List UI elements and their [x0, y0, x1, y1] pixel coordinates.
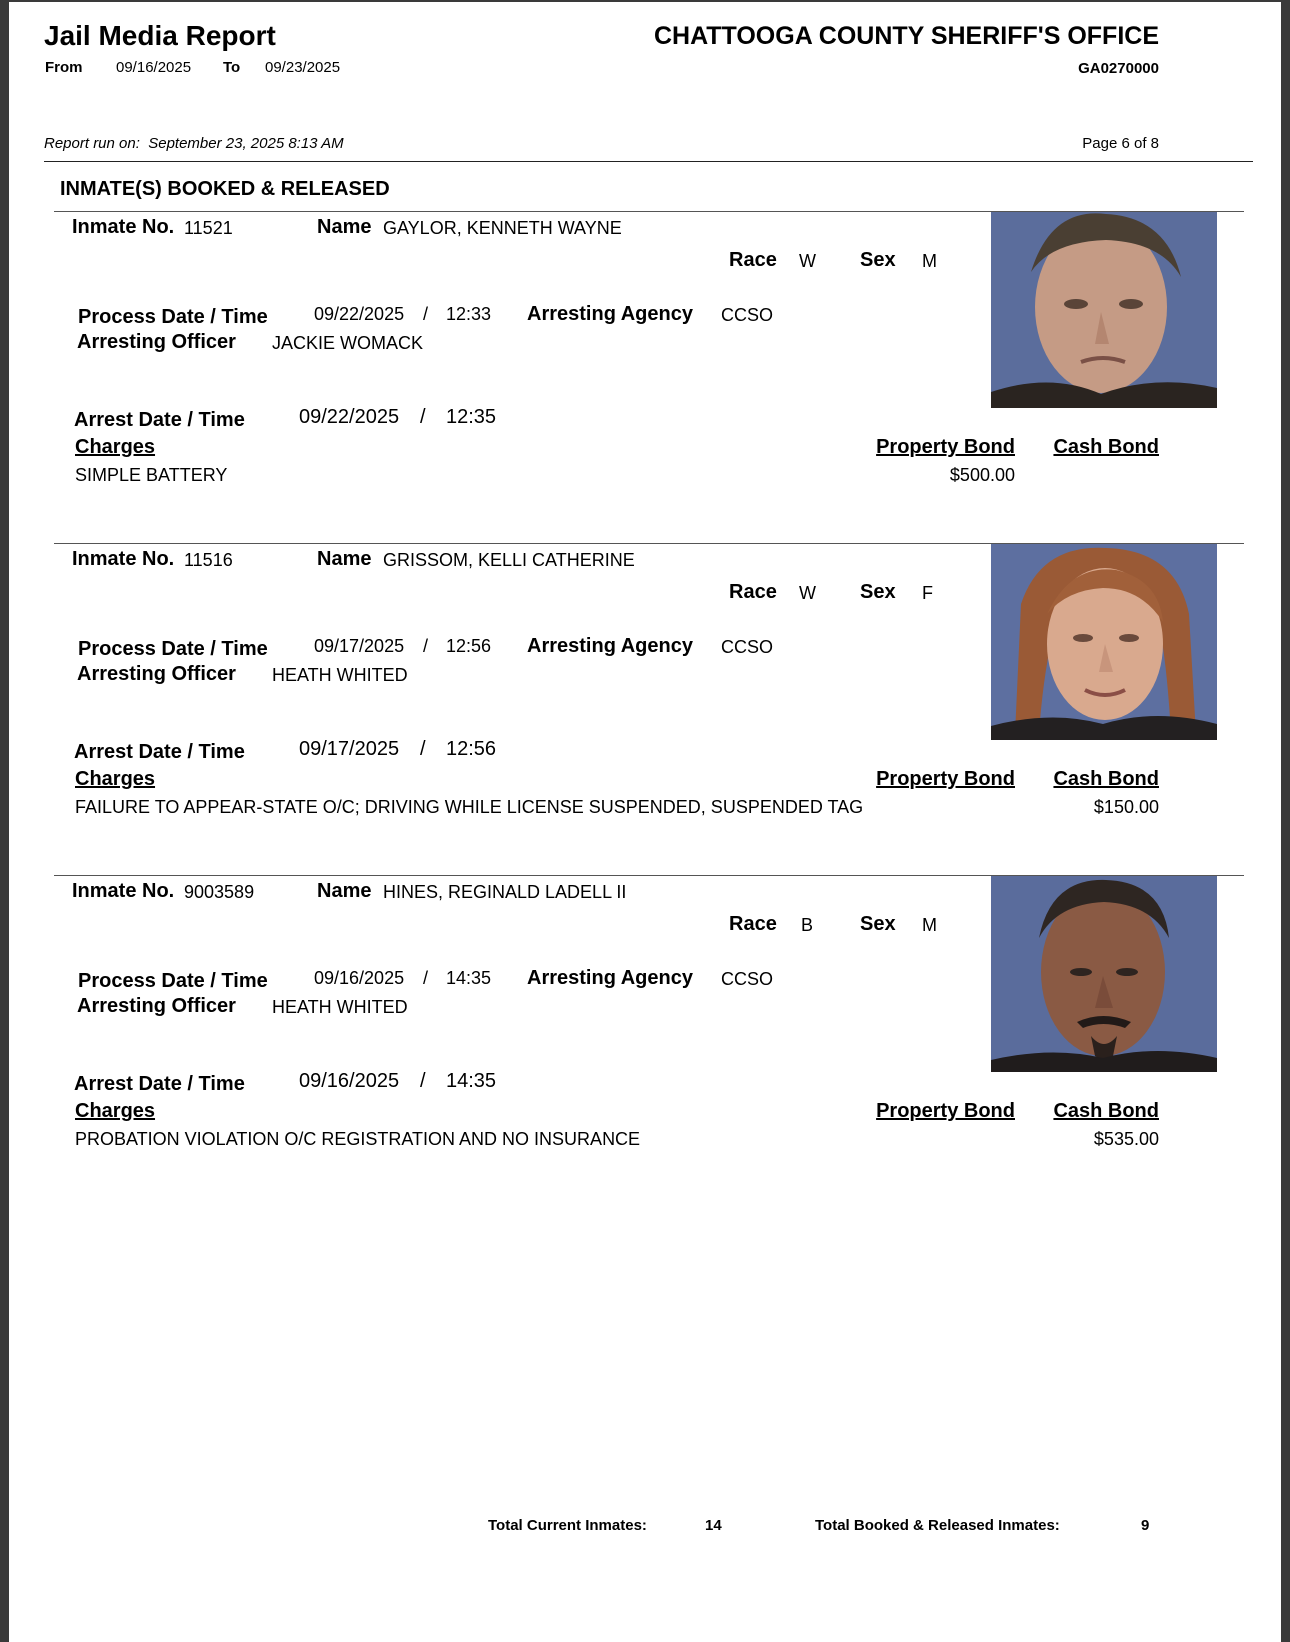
race-label: Race: [729, 249, 777, 271]
process-time: 12:33: [446, 304, 492, 324]
cash-bond-value: $150.00: [1093, 797, 1159, 817]
charges-value: FAILURE TO APPEAR-STATE O/C; DRIVING WHILE LICENSE SUSPENDED, SUSPENDED TAG: [75, 797, 864, 817]
arrest-time: 12:35: [446, 406, 497, 428]
run-label: Report run on:: [44, 135, 140, 152]
officer-value: HEATH WHITED: [272, 665, 408, 685]
process-date: 09/22/2025: [314, 304, 405, 324]
officer-label: Arresting Officer: [77, 995, 236, 1017]
mugshot-photo: [991, 544, 1217, 740]
charges-label: Charges: [75, 1100, 156, 1122]
charges-value: PROBATION VIOLATION O/C REGISTRATION AND NO INSURANCE: [75, 1129, 641, 1149]
name-label: Name: [317, 880, 372, 902]
inmate-no-label: Inmate No.: [72, 216, 175, 238]
inmate-record: [9, 542, 1281, 874]
process-date: 09/16/2025: [314, 968, 405, 988]
slash: /: [423, 968, 429, 988]
sex-value: M: [922, 251, 937, 271]
name-label: Name: [317, 548, 372, 570]
agency-name: CHATTOOGA COUNTY SHERIFF'S OFFICE: [653, 22, 1159, 50]
officer-label: Arresting Officer: [77, 331, 236, 353]
to-date: 09/23/2025: [265, 59, 341, 76]
agency-id: GA0270000: [1078, 60, 1159, 77]
cash-bond-value: $535.00: [1093, 1129, 1159, 1149]
agency-value: CCSO: [721, 305, 774, 325]
report-run-on: [44, 135, 344, 152]
report-title: Jail Media Report: [44, 20, 276, 51]
total-current-value: 14: [705, 1517, 722, 1534]
cash-bond-label: Cash Bond: [1053, 768, 1159, 790]
agency-value: CCSO: [721, 637, 774, 657]
inmate-no-label: Inmate No.: [72, 548, 175, 570]
race-value: W: [799, 583, 816, 603]
mugshot-photo: [991, 212, 1217, 408]
officer-value: JACKIE WOMACK: [272, 333, 424, 353]
officer-label: Arresting Officer: [77, 663, 236, 685]
slash: /: [420, 738, 426, 760]
inmate-record: [9, 210, 1281, 542]
agency-label: Arresting Agency: [527, 635, 693, 657]
inmate-record: [9, 874, 1281, 1206]
race-label: Race: [729, 581, 777, 603]
name-label: Name: [317, 216, 372, 238]
charges-label: Charges: [75, 436, 156, 458]
officer-value: HEATH WHITED: [272, 997, 408, 1017]
process-time: 14:35: [446, 968, 492, 988]
inmate-no: 9003589: [184, 882, 255, 902]
inmate-no: 11521: [184, 218, 233, 238]
page-number: Page 6 of 8: [1082, 135, 1159, 152]
run-value: September 23, 2025 8:13 AM: [148, 135, 344, 152]
inmate-no: 11516: [184, 550, 233, 570]
inmate-no-label: Inmate No.: [72, 880, 175, 902]
property-bond-label: Property Bond: [876, 1100, 1015, 1122]
race-value: B: [801, 915, 814, 935]
agency-value: CCSO: [721, 969, 774, 989]
sex-label: Sex: [860, 913, 896, 935]
arrest-label: Arrest Date / Time: [74, 741, 245, 763]
slash: /: [423, 304, 429, 324]
agency-label: Arresting Agency: [527, 303, 693, 325]
charges-value: SIMPLE BATTERY: [75, 465, 228, 485]
total-released-label: Total Booked & Released Inmates:: [815, 1517, 1060, 1534]
from-label: From: [45, 59, 83, 76]
mugshot-photo: [991, 876, 1217, 1072]
slash: /: [420, 1070, 426, 1092]
sex-value: F: [922, 583, 933, 603]
header-divider: [44, 161, 1253, 162]
race-label: Race: [729, 913, 777, 935]
property-bond-label: Property Bond: [876, 436, 1015, 458]
process-date: 09/17/2025: [314, 636, 405, 656]
process-time: 12:56: [446, 636, 492, 656]
arrest-date: 09/17/2025: [299, 738, 400, 760]
section-title: INMATE(S) BOOKED & RELEASED: [60, 178, 390, 200]
arrest-label: Arrest Date / Time: [74, 409, 245, 431]
slash: /: [423, 636, 429, 656]
charges-label: Charges: [75, 768, 156, 790]
agency-label: Arresting Agency: [527, 967, 693, 989]
arrest-time: 12:56: [446, 738, 497, 760]
inmate-name: HINES, REGINALD LADELL II: [383, 882, 627, 902]
inmate-name: GRISSOM, KELLI CATHERINE: [383, 550, 635, 570]
race-value: W: [799, 251, 816, 271]
arrest-label: Arrest Date / Time: [74, 1073, 245, 1095]
arrest-time: 14:35: [446, 1070, 497, 1092]
property-bond-value: $500.00: [949, 465, 1015, 485]
process-label: Process Date / Time: [78, 306, 268, 328]
to-label: To: [223, 59, 241, 76]
property-bond-label: Property Bond: [876, 768, 1015, 790]
cash-bond-label: Cash Bond: [1053, 436, 1159, 458]
report-page: [9, 2, 1281, 1642]
arrest-date: 09/22/2025: [299, 406, 400, 428]
sex-label: Sex: [860, 581, 896, 603]
from-date: 09/16/2025: [116, 59, 192, 76]
sex-value: M: [922, 915, 937, 935]
inmate-name: GAYLOR, KENNETH WAYNE: [383, 218, 622, 238]
cash-bond-label: Cash Bond: [1053, 1100, 1159, 1122]
sex-label: Sex: [860, 249, 896, 271]
process-label: Process Date / Time: [78, 638, 268, 660]
total-current-label: Total Current Inmates:: [488, 1517, 647, 1534]
arrest-date: 09/16/2025: [299, 1070, 400, 1092]
slash: /: [420, 406, 426, 428]
process-label: Process Date / Time: [78, 970, 268, 992]
total-released-value: 9: [1141, 1517, 1150, 1534]
